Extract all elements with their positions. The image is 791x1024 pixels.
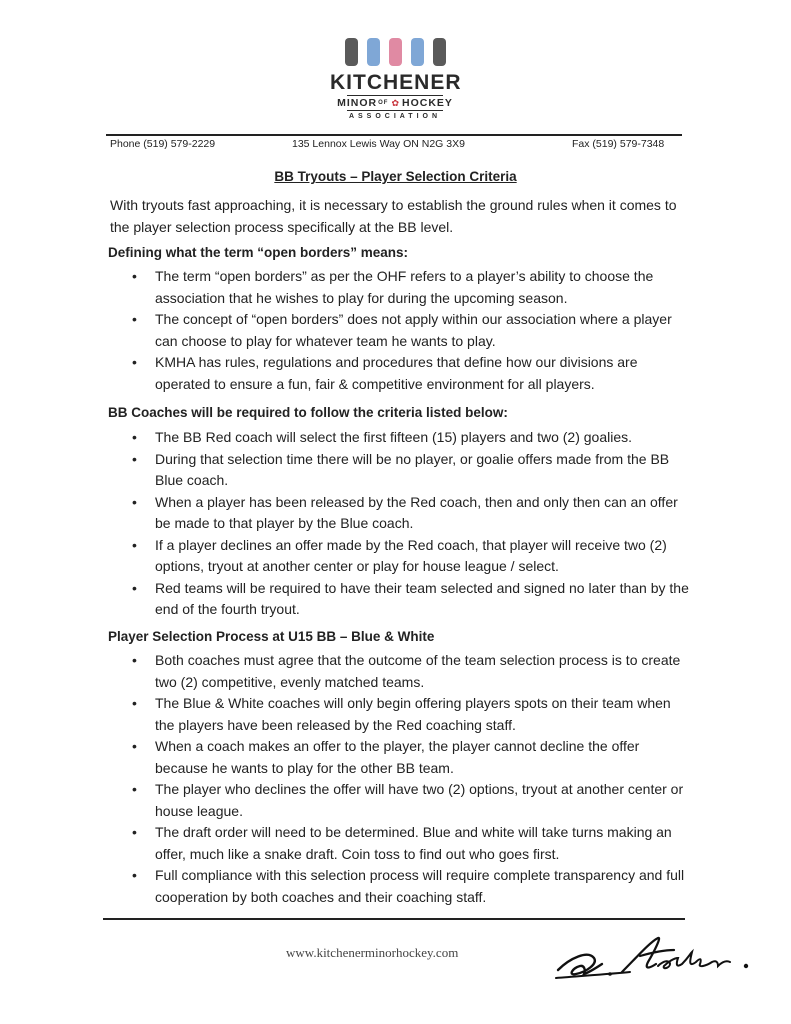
- maple-leaf-icon: ✿: [391, 98, 400, 108]
- list-item: • The term “open borders” as per the OHF refers to a player’s ability to choose the association that he wishes to play for during the upcoming season.: [130, 266, 690, 309]
- logo-sub-of: OF: [378, 100, 389, 106]
- list-item: • Full compliance with this selection process will require complete transparency and full cooperation by both coaches and their coaching staff.: [130, 865, 690, 908]
- logo-bar-1: [345, 38, 358, 66]
- section-heading-bb-coaches: BB Coaches will be required to follow the criteria listed below:: [108, 405, 508, 420]
- contact-phone: Phone (519) 579-2229: [110, 138, 216, 150]
- logo-sub-right: HOCKEY: [401, 97, 453, 109]
- logo-association: ASSOCIATION: [348, 113, 442, 120]
- logo-bar-3: [389, 38, 402, 66]
- logo-subtitle: [337, 95, 453, 111]
- list-item: • The Blue & White coaches will only begin offering players spots on their team when the players have been released by the Red coaching staff.: [130, 693, 690, 736]
- section-list-u15-bb: [130, 650, 690, 908]
- section-heading-u15-bb: Player Selection Process at U15 BB – Blue & White: [108, 629, 435, 644]
- list-item: • Both coaches must agree that the outcome of the team selection process is to create two (2) competitive, evenly matched teams.: [130, 650, 690, 693]
- list-item: • KMHA has rules, regulations and procedures that define how our divisions are operated to ensure a fun, fair & competitive environment for all players.: [130, 352, 690, 395]
- kmha-logo: [330, 38, 460, 120]
- footer-rule: [103, 918, 685, 920]
- list-item: • During that selection time there will be no player, or goalie offers made from the BB Blue coach.: [130, 449, 690, 492]
- list-item: • When a player has been released by the Red coach, then and only then can an offer be made to that player by the Blue coach.: [130, 492, 690, 535]
- handwritten-signature: [550, 928, 770, 988]
- logo-name: KITCHENER: [330, 71, 462, 94]
- logo-bar-5: [433, 38, 446, 66]
- logo-bar-2: [367, 38, 380, 66]
- contact-address: 135 Lennox Lewis Way ON N2G 3X9: [292, 138, 465, 150]
- intro-paragraph: With tryouts fast approaching, it is necessary to establish the ground rules when it comes to the player selection process specifically at the BB level.: [110, 197, 677, 235]
- contact-fax: Fax (519) 579-7348: [572, 138, 665, 150]
- list-item: • When a coach makes an offer to the player, the player cannot decline the offer because he wants to play for the other BB team.: [130, 736, 690, 779]
- document-title: BB Tryouts – Player Selection Criteria: [274, 169, 517, 184]
- footer-website: www.kitchenerminorhockey.com: [286, 945, 459, 960]
- logo-sub-left: MINOR: [337, 97, 378, 109]
- section-list-bb-coaches: [130, 427, 690, 621]
- logo-bar-4: [411, 38, 424, 66]
- header-rule: [106, 134, 682, 136]
- logo-bars: [330, 38, 460, 68]
- list-item: • Red teams will be required to have their team selected and signed no later than by the end of the fourth tryout.: [130, 578, 690, 621]
- list-item: • The BB Red coach will select the first fifteen (15) players and two (2) goalies.: [130, 427, 690, 449]
- list-item: • The concept of “open borders” does not apply within our association where a player can choose to play for whatever team he wants to play.: [130, 309, 690, 352]
- section-heading-open-borders: Defining what the term “open borders” means:: [108, 245, 409, 260]
- list-item: • The player who declines the offer will have two (2) options, tryout at another center or house league.: [130, 779, 690, 822]
- section-list-open-borders: [130, 266, 690, 395]
- list-item: • If a player declines an offer made by the Red coach, that player will receive two (2) options, tryout at another center or play for house league / select.: [130, 535, 690, 578]
- list-item: • The draft order will need to be determined. Blue and white will take turns making an offer, much like a snake draft. Coin toss to find out who goes first.: [130, 822, 690, 865]
